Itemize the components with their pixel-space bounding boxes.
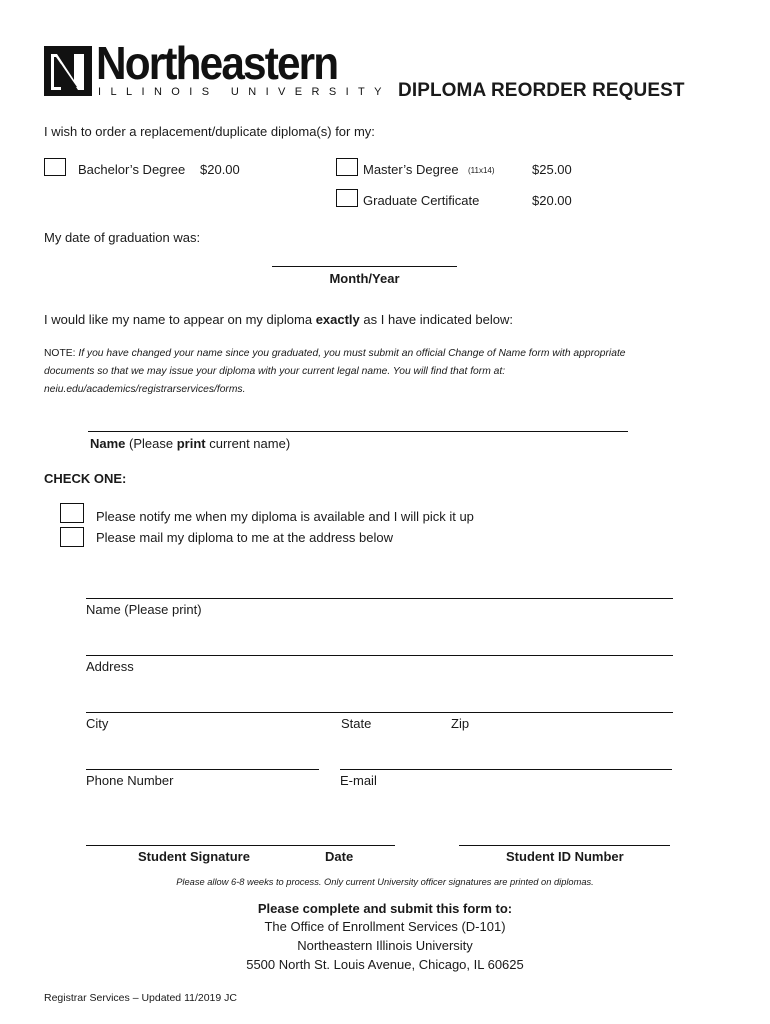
- pickup-label: Please notify me when my diploma is available and I will pick it up: [96, 509, 474, 524]
- mail-label: Please mail my diploma to me at the address below: [96, 530, 393, 545]
- masters-label: Master’s Degree: [363, 162, 459, 177]
- graduation-date-field[interactable]: [272, 266, 457, 267]
- current-name-field[interactable]: [88, 431, 628, 432]
- city-caption: City: [86, 716, 109, 731]
- footer-text: Registrar Services – Updated 11/2019 JC: [44, 992, 237, 1004]
- pickup-checkbox[interactable]: [60, 503, 84, 523]
- graduation-label: My date of graduation was:: [44, 230, 201, 245]
- submit-office: The Office of Enrollment Services (D-101): [264, 919, 506, 934]
- certificate-price: $20.00: [532, 193, 572, 208]
- graduation-date-caption: Month/Year: [329, 271, 400, 286]
- page-title: DIPLOMA REORDER REQUEST: [398, 80, 685, 101]
- order-intro: I wish to order a replacement/duplicate diploma(s) for my:: [44, 124, 375, 139]
- note-line-3: neiu.edu/academics/registrarservices/forms.: [44, 384, 246, 395]
- masters-size: (11x14): [468, 166, 495, 175]
- logo-wordmark: Northeastern: [96, 37, 338, 89]
- signature-caption: Student Signature: [138, 849, 250, 864]
- address-caption: Address: [86, 659, 134, 674]
- address-field[interactable]: [86, 655, 673, 656]
- student-id-caption: Student ID Number: [506, 849, 624, 864]
- masters-price: $25.00: [532, 162, 572, 177]
- bachelor-label: Bachelor’s Degree: [78, 162, 186, 177]
- neiu-logo-icon: [44, 46, 92, 96]
- signature-field[interactable]: [86, 845, 395, 846]
- submit-address: 5500 North St. Louis Avenue, Chicago, IL 60625: [246, 957, 524, 972]
- email-field[interactable]: [340, 769, 672, 770]
- mail-checkbox[interactable]: [60, 527, 84, 547]
- bachelor-price: $20.00: [200, 162, 240, 177]
- phone-field[interactable]: [86, 769, 319, 770]
- phone-caption: Phone Number: [86, 773, 174, 788]
- city-state-zip-field[interactable]: [86, 712, 673, 713]
- email-caption: E-mail: [340, 773, 377, 788]
- processing-note: Please allow 6-8 weeks to process. Only current University officer signatures are printed on diplomas.: [176, 877, 594, 887]
- zip-caption: Zip: [451, 716, 470, 731]
- mailing-name-caption: Name (Please print): [86, 602, 202, 617]
- check-one-heading: CHECK ONE:: [44, 471, 127, 486]
- certificate-label: Graduate Certificate: [363, 193, 480, 208]
- bachelor-checkbox[interactable]: [44, 158, 66, 176]
- note-line-1: NOTE: If you have changed your name since you graduated, you must submit an official Change of Name form with appropriate: [44, 348, 626, 359]
- submit-university: Northeastern Illinois University: [297, 938, 473, 953]
- mailing-name-field[interactable]: [86, 598, 673, 599]
- date-caption: Date: [325, 849, 354, 864]
- name-intro: I would like my name to appear on my diploma exactly as I have indicated below:: [44, 312, 513, 327]
- current-name-caption: Name (Please print current name): [90, 436, 291, 451]
- masters-checkbox[interactable]: [336, 158, 358, 176]
- submit-heading: Please complete and submit this form to:: [257, 901, 513, 916]
- note-line-2: documents so that we may issue your diploma with your current legal name. You will find that form at:: [44, 366, 506, 377]
- student-id-field[interactable]: [459, 845, 670, 846]
- certificate-checkbox[interactable]: [336, 189, 358, 207]
- logo-subtitle: ILLINOIS UNIVERSITY: [98, 86, 391, 98]
- state-caption: State: [341, 716, 372, 731]
